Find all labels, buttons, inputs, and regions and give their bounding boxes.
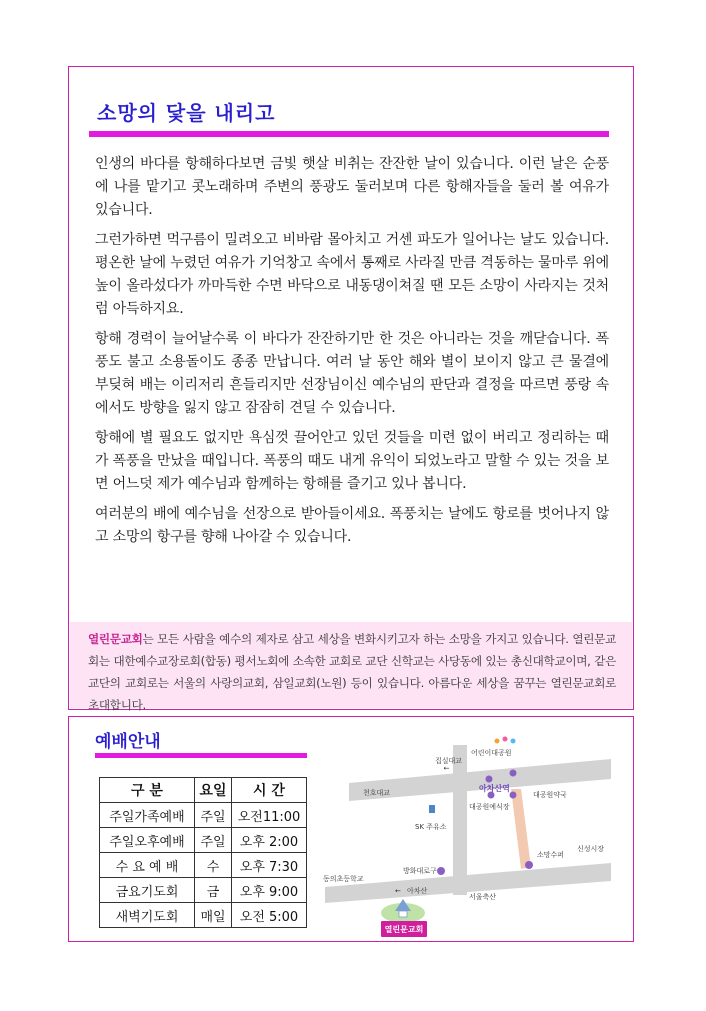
map-label-sk: SK 주유소	[415, 823, 447, 831]
service-time: 오후 9:00	[232, 878, 307, 903]
service-name: 수 요 예 배	[100, 853, 195, 878]
bus-stop-icon	[525, 861, 533, 869]
article-title: 소망의 닻을 내리고	[97, 101, 276, 125]
map-drawing	[319, 721, 615, 939]
service-day: 주일	[195, 803, 232, 828]
church-name: 열린문교회	[88, 632, 143, 646]
service-day: 매일	[195, 903, 232, 928]
table-header-row	[100, 778, 307, 803]
church-intro-text: 는 모든 사람을 예수의 제자로 삼고 세상을 변화시키고자 하는 소망을 가지고 있습니다. 열린문교회는 대한예수교장로회(합동) 평서노회에 소속한 교회로 교단 신학교는 사당동에 있는 총신대학교이며, 같은 교단의 교회로는 서울의 사랑의교회, 삼일교회(노원) 등이 있습니다. 아름다운 세상을 꿈꾸는 열린문교회로 초대합니다.	[88, 632, 616, 712]
map-label-jipsil: 집실대교	[435, 757, 463, 765]
article-body	[95, 153, 609, 556]
service-time: 오후 2:00	[232, 828, 307, 853]
worship-box	[68, 716, 634, 942]
title-underline	[89, 131, 609, 137]
service-day: 금	[195, 878, 232, 903]
map-label-acha-station: 아차산역	[479, 784, 510, 793]
map-label-sinseong: 신성시장	[577, 845, 605, 853]
map-label-daegong-pharmacy: 대공원약국	[533, 791, 567, 799]
article-box	[68, 66, 634, 710]
north-road	[453, 745, 467, 895]
table-row	[100, 853, 307, 878]
service-name: 주일가족예배	[100, 803, 195, 828]
church-path	[511, 789, 531, 869]
table-row	[100, 828, 307, 853]
header-time: 시 간	[232, 778, 307, 803]
paragraph: 항해 경력이 늘어날수록 이 바다가 잔잔하기만 한 것은 아니라는 것을 깨닫습니다. 폭풍도 불고 소용돌이도 종종 만납니다. 여러 날 동안 해와 별이 보이지 않고 큰 물결에 부딪혀 배는 이리저리 흔들리지만 선장님이신 예수님의 판단과 결정을 따르면 풍랑 속에서도 방향을 잃지 않고 잠잠히 견딜 수 있습니다.	[95, 331, 609, 416]
table-row	[100, 803, 307, 828]
church-sign-label: 열린문교회	[384, 925, 424, 934]
church-door-icon	[399, 911, 407, 917]
south-road	[325, 863, 611, 903]
park-flower-icon	[495, 739, 500, 744]
church-intro	[70, 622, 632, 712]
map-label-school: 동의초등학교	[323, 875, 364, 883]
service-day: 수	[195, 853, 232, 878]
service-time: 오전11:00	[232, 803, 307, 828]
service-name: 주일오후예배	[100, 828, 195, 853]
subway-exit-icon	[510, 792, 517, 799]
park-flower-icon	[511, 739, 516, 744]
map-label-park: 어린이대공원	[471, 749, 512, 757]
arrow-west-icon: ←	[395, 887, 401, 895]
header-category: 구 분	[100, 778, 195, 803]
map-label-somang: 소망수퍼	[537, 851, 565, 859]
service-day: 주일	[195, 828, 232, 853]
paragraph: 항해에 별 필요도 없지만 욕심껏 끌어안고 있던 것들을 미련 없이 버리고 정리하는 때가 폭풍을 만났을 때입니다. 폭풍의 때도 내게 유익이 되었노라고 말할 수 있는 것을 보면 어느덧 제가 예수님과 함께하는 항해를 즐기고 있나 봅니다.	[95, 430, 609, 492]
service-name: 새벽기도회	[100, 903, 195, 928]
map-label-cheonho: 천호대교	[363, 789, 391, 797]
gas-station-icon	[429, 805, 435, 813]
paragraph: 인생의 바다를 항해하다보면 금빛 햇살 비취는 잔잔한 날이 있습니다. 이런 날은 순풍에 나를 맡기고 콧노래하며 주변의 풍광도 둘러보며 다른 항해자들을 둘러 볼 여유가 있습니다.	[95, 156, 609, 218]
map-label-achasan: 아차산	[407, 887, 428, 895]
worship-table	[99, 777, 307, 928]
map-label-seoul-bank: 서울축산	[469, 893, 497, 901]
subway-exit-icon	[486, 776, 493, 783]
worship-title: 예배안내	[95, 732, 161, 752]
park-flower-icon	[503, 737, 508, 742]
arrow-north-icon: ↑	[443, 765, 451, 771]
service-time: 오전 5:00	[232, 903, 307, 928]
header-day: 요일	[195, 778, 232, 803]
table-row	[100, 903, 307, 928]
paragraph: 여러분의 배에 예수님을 선장으로 받아들이세요. 폭풍치는 날에도 항로를 벗어나지 않고 소망의 항구를 향해 나아갈 수 있습니다.	[95, 506, 609, 545]
service-name: 금요기도회	[100, 878, 195, 903]
worship-title-underline	[95, 753, 307, 758]
location-map	[319, 721, 615, 939]
map-label-daegong-food: 대공원예식장	[469, 803, 510, 811]
service-time: 오후 7:30	[232, 853, 307, 878]
table-row	[100, 878, 307, 903]
subway-exit-icon	[510, 770, 517, 777]
paragraph: 그런가하면 먹구름이 밀려오고 비바람 몰아치고 거센 파도가 일어나는 날도 있습니다. 평온한 날에 누렸던 여유가 기억창고 속에서 통째로 사라질 만큼 격동하는 물마루 위에 높이 올라섰다가 까마득한 수면 바닥으로 내동댕이쳐질 땐 모든 소망이 사라지는 것처럼 아득하지요.	[95, 232, 609, 317]
map-label-bank: 방화대로구	[403, 867, 437, 875]
bus-stop-icon	[437, 867, 445, 875]
